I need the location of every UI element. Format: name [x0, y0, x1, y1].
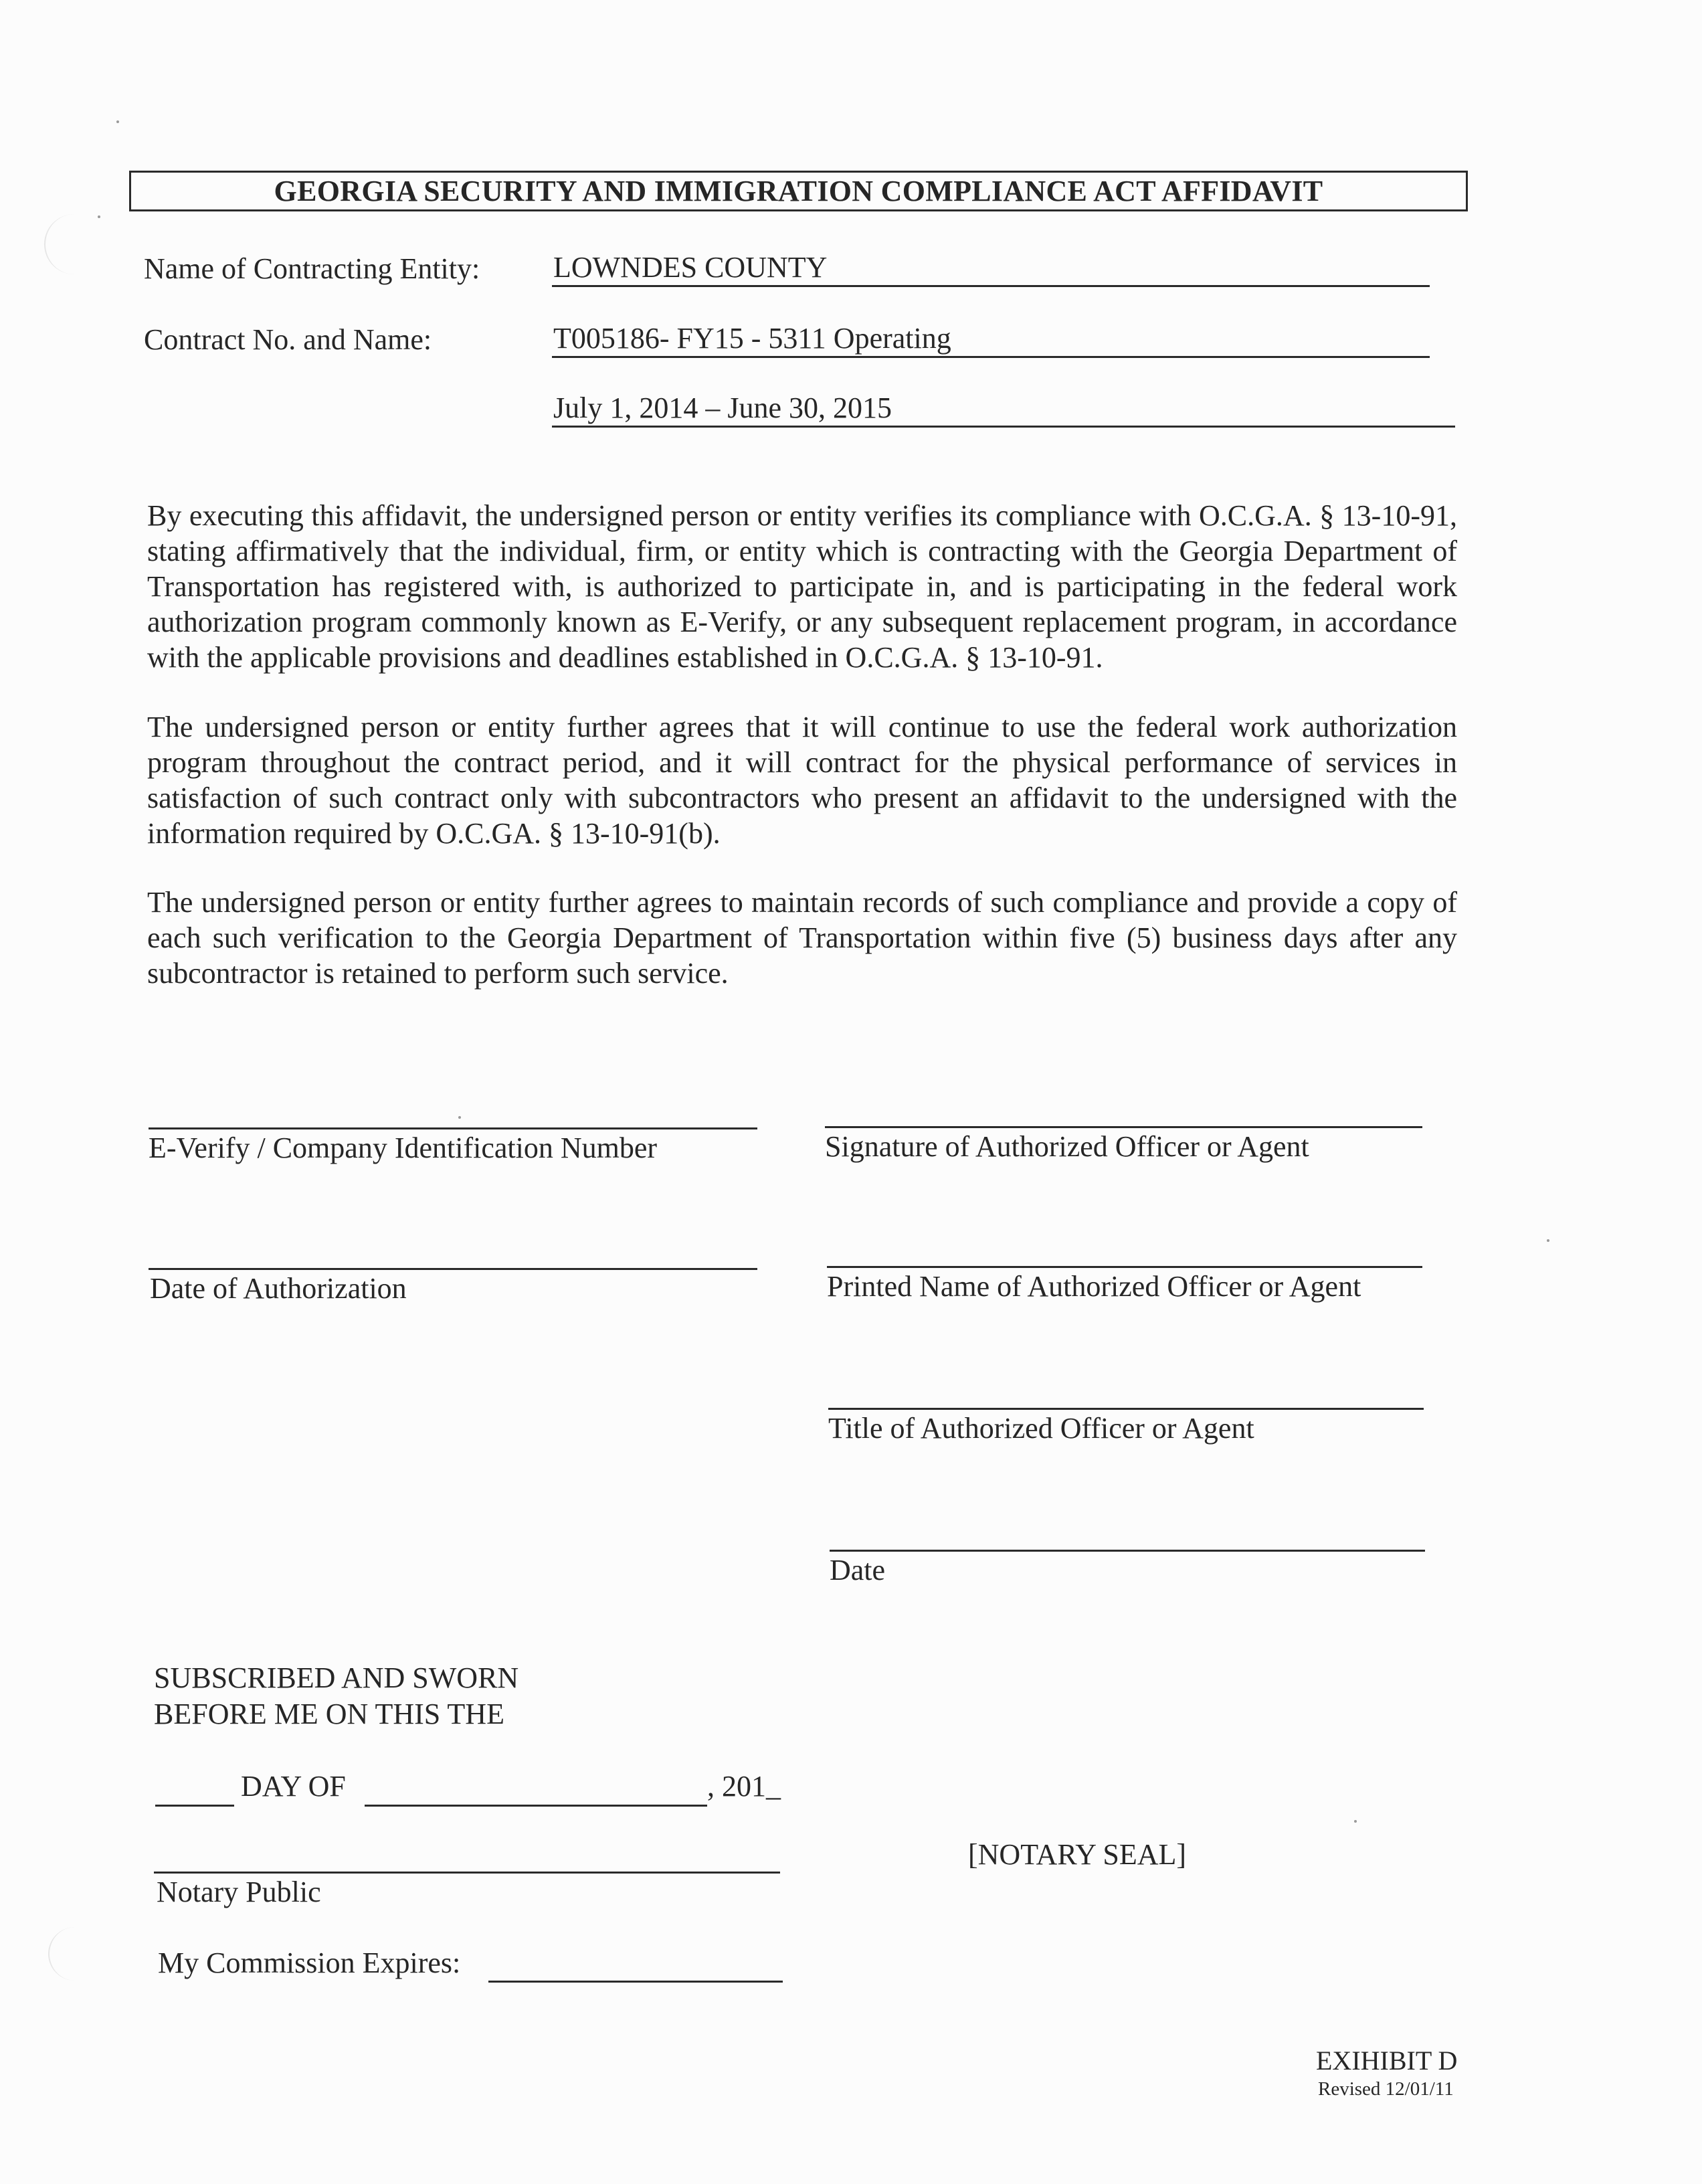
affidavit-title: GEORGIA SECURITY AND IMMIGRATION COMPLIANCE ACT AFFIDAVIT [129, 171, 1468, 211]
signature-label: Signature of Authorized Officer or Agent [825, 1130, 1309, 1163]
entity-value: LOWNDES COUNTY [553, 251, 828, 284]
notary-public-line[interactable] [154, 1872, 780, 1874]
scan-edge-shadow [44, 214, 86, 274]
notary-seal-label: [NOTARY SEAL] [968, 1838, 1187, 1871]
day-blank[interactable] [155, 1805, 234, 1807]
scan-speck [458, 1116, 461, 1119]
paragraph-continued-use: The undersigned person or entity further agrees that it will continue to use the federal work authorization program throughout the contract period, and it will contract for the physical performance of services in satisfaction of such contract only with subcontractors who present an affidavit to the undersigned with the information required by O.C.GA. § 13-10-91(b). [147, 711, 1457, 850]
officer-title-line[interactable] [828, 1408, 1424, 1410]
everify-id-label: E-Verify / Company Identification Number [149, 1131, 658, 1164]
month-blank[interactable] [365, 1805, 707, 1807]
notary-public-label: Notary Public [157, 1876, 321, 1908]
day-of-label: DAY OF [241, 1770, 346, 1803]
date-of-authorization-line[interactable] [149, 1268, 757, 1270]
contract-value: T005186- FY15 - 5311 Operating [553, 322, 951, 355]
contract-label: Contract No. and Name: [144, 323, 432, 356]
contract-field[interactable] [552, 321, 1430, 358]
sworn-text-line1: SUBSCRIBED AND SWORN [154, 1661, 519, 1694]
date-line[interactable] [830, 1550, 1425, 1552]
commission-blank[interactable] [488, 1981, 783, 1983]
contract-period-value: July 1, 2014 – June 30, 2015 [553, 391, 892, 424]
entity-label: Name of Contracting Entity: [144, 252, 480, 285]
scan-speck [116, 120, 119, 123]
everify-id-line[interactable] [149, 1127, 757, 1129]
printed-name-line[interactable] [827, 1266, 1422, 1268]
exhibit-label: EXIHIBIT D [1316, 2045, 1458, 2076]
scan-speck [98, 215, 100, 218]
scan-speck [1354, 1820, 1357, 1823]
sworn-text-line2: BEFORE ME ON THIS THE [154, 1698, 504, 1730]
date-label: Date [830, 1554, 886, 1586]
scan-speck [1547, 1239, 1549, 1242]
printed-name-label: Printed Name of Authorized Officer or Agent [827, 1270, 1361, 1303]
entity-field[interactable] [552, 250, 1430, 287]
paragraph-compliance: By executing this affidavit, the undersigned person or entity verifies its compliance with O.C.G.A. § 13-10-91, stating affirmatively that the individual, firm, or entity which is contracting with the Georgia Department of Transportation has registered with, is authorized to participate in, and is participating in the federal work authorization program commonly known as E-Verify, or any subsequent replacement program, in accordance with the applicable provisions and deadlines established in O.C.G.A. § 13-10-91. [147, 499, 1457, 674]
commission-label: My Commission Expires: [158, 1946, 461, 1979]
officer-title-label: Title of Authorized Officer or Agent [828, 1412, 1254, 1445]
contract-period-field[interactable] [552, 391, 1455, 428]
revised-date: Revised 12/01/11 [1318, 2078, 1454, 2100]
date-of-authorization-label: Date of Authorization [150, 1272, 407, 1305]
paragraph-records: The undersigned person or entity further agrees to maintain records of such compliance and provide a copy of each such verification to the Georgia Department of Transportation within five (5) business days after any subcontractor is retained to perform such service. [147, 886, 1457, 990]
scan-edge-shadow [48, 1927, 90, 1981]
year-label: , 201_ [707, 1770, 781, 1803]
signature-line[interactable] [825, 1126, 1422, 1128]
